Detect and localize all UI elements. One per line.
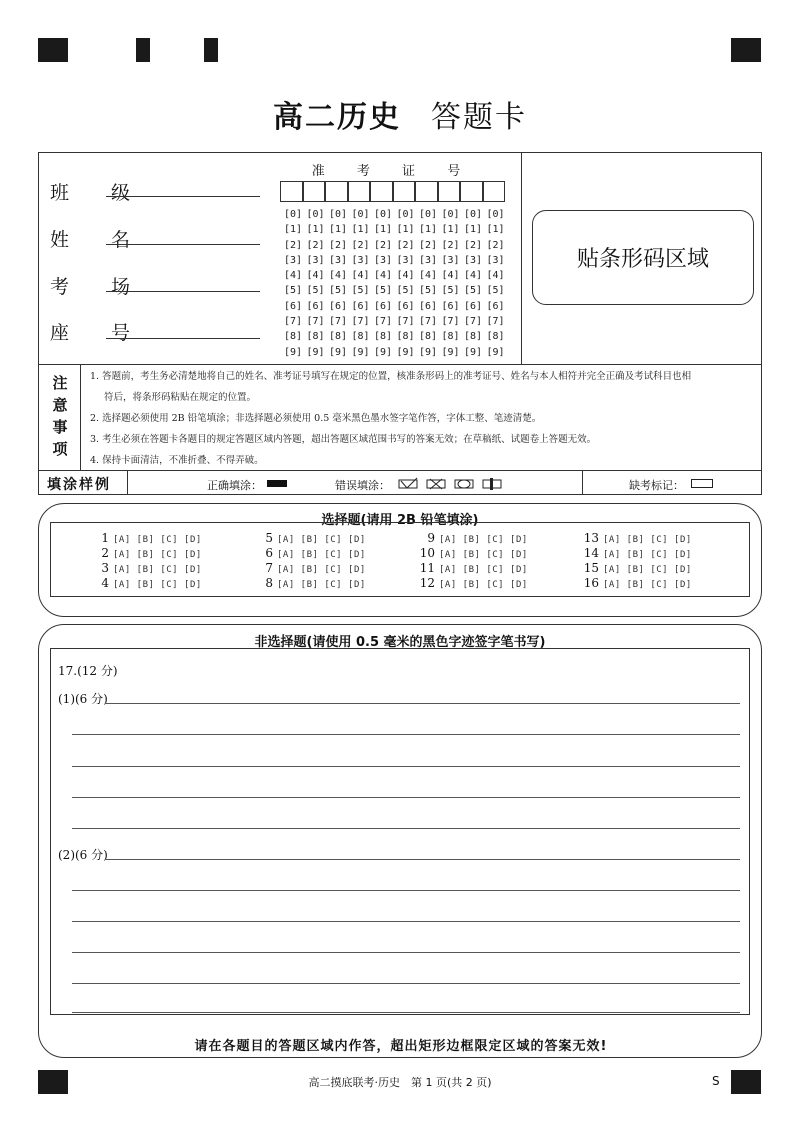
digit-row <box>284 345 509 360</box>
digit-bubble[interactable]: [4] <box>329 270 348 282</box>
choice-question[interactable] <box>91 561 202 575</box>
digit-bubble[interactable]: [9] <box>284 346 303 358</box>
notes-divider <box>80 364 81 471</box>
question-17-label: 17.(12 分) <box>58 664 118 678</box>
choice-question[interactable] <box>91 576 202 590</box>
note-item: 1. 答题前，考生务必清楚地将自己的姓名、准考证号填写在规定的位置，核准条形码上的准考证号、姓名与本人相符并完全正确及考试科目也相 <box>90 371 692 382</box>
absent-mark-label: 缺考标记： <box>629 479 684 492</box>
class-label: 班 级 <box>50 182 149 204</box>
digit-bubble[interactable]: [8] <box>396 331 415 343</box>
digit-bubble[interactable]: [8] <box>374 331 393 343</box>
digit-bubble[interactable]: [1] <box>351 224 370 236</box>
digit-bubble[interactable]: [7] <box>464 316 483 328</box>
room-field[interactable] <box>106 291 260 292</box>
digit-bubble[interactable]: [1] <box>306 224 325 236</box>
digit-bubble[interactable]: [4] <box>396 270 415 282</box>
digit-bubble[interactable]: [4] <box>419 270 438 282</box>
notes-heading-char: 项 <box>52 440 68 458</box>
choice-section-title: 选择题(请用 2B 铅笔填涂) <box>321 513 479 528</box>
digit-bubble[interactable]: [5] <box>441 285 460 297</box>
question-number: 9 <box>427 531 435 545</box>
wrong-fill-label: 错误填涂： <box>335 479 390 492</box>
answer-line[interactable] <box>72 1012 740 1013</box>
choice-question[interactable] <box>417 531 528 545</box>
digit-bubble[interactable]: [1] <box>486 224 505 236</box>
digit-bubble[interactable]: [3] <box>441 254 460 266</box>
digit-bubble[interactable]: [7] <box>374 316 393 328</box>
note-item: 符后，将条形码粘贴在规定的位置。 <box>104 392 257 403</box>
answer-options[interactable]: [A] [B] [C] [D] <box>277 580 366 590</box>
digit-bubble[interactable]: [6] <box>396 300 415 312</box>
question-number: 3 <box>101 561 109 575</box>
choice-question[interactable] <box>581 531 692 545</box>
question-number: 16 <box>583 576 599 590</box>
digit-bubble[interactable]: [7] <box>329 316 348 328</box>
answer-options[interactable]: [A] [B] [C] [D] <box>439 580 528 590</box>
answer-options[interactable]: [A] [B] [C] [D] <box>439 550 528 560</box>
digit-bubble[interactable]: [6] <box>419 300 438 312</box>
digit-bubble[interactable]: [5] <box>464 285 483 297</box>
digit-bubble[interactable]: [1] <box>374 224 393 236</box>
digit-bubble[interactable]: [8] <box>419 331 438 343</box>
digit-row <box>284 238 509 253</box>
fill-sample-row <box>38 470 762 495</box>
question-number: 8 <box>265 576 273 590</box>
divider <box>127 471 128 494</box>
digit-bubble[interactable]: [1] <box>441 224 460 236</box>
digit-bubble[interactable]: [9] <box>351 346 370 358</box>
correct-fill-sample <box>267 480 287 487</box>
digit-bubble[interactable]: [4] <box>486 270 505 282</box>
digit-bubble[interactable]: [6] <box>351 300 370 312</box>
question-17-part-1-label: (1)(6 分) <box>58 692 108 706</box>
digit-bubble[interactable]: [3] <box>374 254 393 266</box>
digit-bubble[interactable]: [0] <box>486 209 505 220</box>
page-title <box>0 92 800 136</box>
choice-question[interactable] <box>255 561 366 575</box>
digit-bubble[interactable]: [4] <box>464 270 483 282</box>
digit-bubble[interactable]: [4] <box>284 270 303 282</box>
answer-line[interactable] <box>72 734 740 735</box>
digit-row <box>284 314 509 329</box>
question-number: 1 <box>101 531 109 545</box>
name-label: 姓 名 <box>50 229 149 251</box>
digit-bubble[interactable]: [1] <box>284 224 303 236</box>
answer-options[interactable]: [A] [B] [C] [D] <box>603 565 692 575</box>
choice-question[interactable] <box>255 531 366 545</box>
note-item: 4. 保持卡面清洁，不准折叠、不得弄破。 <box>90 455 264 466</box>
timing-mark <box>204 38 218 62</box>
question-number: 12 <box>419 576 435 590</box>
digit-bubble[interactable]: [4] <box>374 270 393 282</box>
digit-bubble[interactable]: [5] <box>396 285 415 297</box>
seat-label: 座 号 <box>50 322 149 344</box>
circle-mark <box>458 480 470 488</box>
barcode-label: 贴条形码区域 <box>576 247 709 272</box>
answer-options[interactable]: [A] [B] [C] [D] <box>439 565 528 575</box>
digit-bubble[interactable]: [3] <box>464 254 483 266</box>
digit-bubble[interactable]: [6] <box>464 300 483 312</box>
digit-bubble[interactable]: [5] <box>374 285 393 297</box>
timing-mark <box>731 38 761 62</box>
digit-row <box>284 299 509 314</box>
digit-bubble[interactable]: [2] <box>351 239 370 251</box>
digit-bubble[interactable]: [6] <box>329 300 348 312</box>
digit-bubble[interactable]: [3] <box>419 254 438 266</box>
digit-bubble[interactable]: [3] <box>486 254 505 266</box>
question-number: 15 <box>583 561 599 575</box>
wrong-fill-samples <box>397 477 507 491</box>
choice-question[interactable] <box>581 576 692 590</box>
answer-options[interactable]: [A] [B] [C] [D] <box>439 535 528 545</box>
digit-bubble[interactable]: [2] <box>419 239 438 251</box>
digit-bubble[interactable]: [3] <box>306 254 325 266</box>
digit-bubble[interactable]: [3] <box>284 254 303 266</box>
choice-question[interactable] <box>581 546 692 560</box>
note-item: 2. 选择题必须使用 2B 铅笔填涂；非选择题必须使用 0.5 毫米黑色墨水签字笔作答，字体工整、笔迹清楚。 <box>90 413 542 424</box>
answer-options[interactable]: [A] [B] [C] [D] <box>277 550 366 560</box>
question-number: 6 <box>265 546 273 560</box>
note-item: 3. 考生必须在答题卡各题目的规定答题区域内答题，超出答题区域范围书写的答案无效；在草稿纸、试题卷上答题无效。 <box>90 434 597 445</box>
digit-bubble[interactable]: [3] <box>329 254 348 266</box>
digit-row <box>284 329 509 344</box>
digit-bubble[interactable]: [1] <box>419 224 438 236</box>
notes-heading-char: 注 <box>52 374 68 392</box>
answer-line[interactable] <box>106 703 740 704</box>
question-number: 2 <box>101 546 109 560</box>
digit-bubble[interactable]: [2] <box>486 239 505 251</box>
digit-bubble[interactable]: [0] <box>419 209 438 220</box>
digit-bubble[interactable]: [9] <box>419 346 438 358</box>
timing-mark <box>38 38 68 62</box>
room-label: 考 场 <box>50 276 149 298</box>
answer-area-warning: 请在各题目的答题区域内作答，超出矩形边框限定区域的答案无效! <box>194 1039 608 1054</box>
digit-bubble[interactable]: [5] <box>351 285 370 297</box>
question-17-part-2-label: (2)(6 分) <box>58 848 108 862</box>
answer-options[interactable]: [A] [B] [C] [D] <box>603 550 692 560</box>
answer-options[interactable]: [A] [B] [C] [D] <box>113 550 202 560</box>
digit-bubble[interactable]: [0] <box>441 209 460 220</box>
digit-bubble[interactable]: [4] <box>441 270 460 282</box>
name-field[interactable] <box>106 244 260 245</box>
digit-bubble[interactable]: [7] <box>396 316 415 328</box>
choice-question[interactable] <box>417 561 528 575</box>
choice-question[interactable] <box>581 561 692 575</box>
question-number: 5 <box>265 531 273 545</box>
digit-bubble[interactable]: [8] <box>441 331 460 343</box>
digit-bubble[interactable]: [7] <box>486 316 505 328</box>
choice-question[interactable] <box>255 576 366 590</box>
admission-digit-grid[interactable] <box>284 207 509 360</box>
digit-bubble[interactable]: [7] <box>441 316 460 328</box>
correct-fill-label: 正确填涂： <box>207 479 262 492</box>
digit-bubble[interactable]: [3] <box>396 254 415 266</box>
digit-bubble[interactable]: [0] <box>329 209 348 220</box>
admission-number-boxes[interactable] <box>280 181 505 202</box>
digit-bubble[interactable]: [9] <box>441 346 460 358</box>
admission-number-label: 准 考 证 号 <box>311 164 475 179</box>
answer-options[interactable]: [A] [B] [C] [D] <box>113 565 202 575</box>
digit-bubble[interactable]: [6] <box>441 300 460 312</box>
digit-bubble[interactable]: [2] <box>374 239 393 251</box>
seat-field[interactable] <box>106 338 260 339</box>
answer-options[interactable]: [A] [B] [C] [D] <box>113 535 202 545</box>
class-field[interactable] <box>106 196 260 197</box>
answer-line[interactable] <box>72 828 740 829</box>
digit-row <box>284 268 509 283</box>
question-number: 10 <box>419 546 435 560</box>
fill-sample-title: 填涂样例 <box>47 477 111 493</box>
digit-bubble[interactable]: [5] <box>284 285 303 297</box>
digit-bubble[interactable]: [0] <box>351 209 370 220</box>
essay-section-title: 非选择题(请使用 0.5 毫米的黑色字迹签字笔书写) <box>254 635 546 650</box>
digit-bubble[interactable]: [7] <box>284 316 303 328</box>
choice-grid <box>50 522 750 597</box>
digit-bubble[interactable]: [9] <box>396 346 415 358</box>
divider <box>521 152 522 365</box>
answer-line[interactable] <box>72 921 740 922</box>
digit-bubble[interactable]: [6] <box>374 300 393 312</box>
digit-bubble[interactable]: [4] <box>306 270 325 282</box>
digit-bubble[interactable]: [9] <box>329 346 348 358</box>
digit-bubble[interactable]: [5] <box>306 285 325 297</box>
digit-bubble[interactable]: [4] <box>351 270 370 282</box>
digit-bubble[interactable]: [9] <box>306 346 325 358</box>
answer-options[interactable]: [A] [B] [C] [D] <box>277 565 366 575</box>
answer-line[interactable] <box>72 952 740 953</box>
digit-bubble[interactable]: [7] <box>351 316 370 328</box>
question-number: 13 <box>583 531 599 545</box>
digit-bubble[interactable]: [9] <box>464 346 483 358</box>
digit-bubble[interactable]: [2] <box>441 239 460 251</box>
digit-bubble[interactable]: [6] <box>306 300 325 312</box>
timing-mark <box>136 38 150 62</box>
question-number: 4 <box>101 576 109 590</box>
answer-options[interactable]: [A] [B] [C] [D] <box>603 580 692 590</box>
choice-question[interactable] <box>255 546 366 560</box>
digit-bubble[interactable]: [5] <box>486 285 505 297</box>
answer-options[interactable]: [A] [B] [C] [D] <box>113 580 202 590</box>
digit-bubble[interactable]: [2] <box>306 239 325 251</box>
absent-mark-box[interactable] <box>691 479 713 488</box>
digit-bubble[interactable]: [2] <box>329 239 348 251</box>
page-footer: 高二摸底联考·历史 第 1 页(共 2 页) <box>308 1076 492 1089</box>
digit-bubble[interactable]: [8] <box>464 331 483 343</box>
digit-bubble[interactable]: [3] <box>351 254 370 266</box>
digit-row <box>284 253 509 268</box>
digit-row <box>284 283 509 298</box>
digit-bubble[interactable]: [1] <box>396 224 415 236</box>
choice-question[interactable] <box>91 546 202 560</box>
divider <box>582 471 583 494</box>
choice-question[interactable] <box>417 546 528 560</box>
digit-bubble[interactable]: [1] <box>329 224 348 236</box>
answer-options[interactable]: [A] [B] [C] [D] <box>277 535 366 545</box>
digit-bubble[interactable]: [0] <box>374 209 393 220</box>
digit-bubble[interactable]: [8] <box>306 331 325 343</box>
digit-bubble[interactable]: [8] <box>284 331 303 343</box>
answer-line[interactable] <box>72 766 740 767</box>
digit-bubble[interactable]: [0] <box>284 209 303 220</box>
digit-bubble[interactable]: [5] <box>329 285 348 297</box>
answer-options[interactable]: [A] [B] [C] [D] <box>603 535 692 545</box>
digit-bubble[interactable]: [1] <box>464 224 483 236</box>
choice-question[interactable] <box>417 576 528 590</box>
digit-bubble[interactable]: [8] <box>486 331 505 343</box>
digit-bubble[interactable]: [7] <box>419 316 438 328</box>
digit-bubble[interactable]: [9] <box>486 346 505 358</box>
barcode-area <box>532 210 754 305</box>
digit-bubble[interactable]: [6] <box>486 300 505 312</box>
notes-heading <box>40 364 80 468</box>
digit-bubble[interactable]: [2] <box>464 239 483 251</box>
question-number: 11 <box>419 561 435 575</box>
notes-heading-char: 意 <box>52 396 68 414</box>
digit-bubble[interactable]: [5] <box>419 285 438 297</box>
answer-line[interactable] <box>72 797 740 798</box>
digit-bubble[interactable]: [6] <box>284 300 303 312</box>
digit-bubble[interactable]: [8] <box>329 331 348 343</box>
digit-bubble[interactable]: [0] <box>464 209 483 220</box>
question-number: 14 <box>583 546 599 560</box>
partial-fill-mark <box>490 478 493 490</box>
digit-bubble[interactable]: [0] <box>306 209 325 220</box>
answer-line[interactable] <box>72 890 740 891</box>
title-main: 高二历史 <box>273 100 401 135</box>
digit-bubble[interactable]: [7] <box>306 316 325 328</box>
digit-row <box>284 222 509 237</box>
notes-heading-char: 事 <box>52 418 68 436</box>
question-number: 7 <box>265 561 273 575</box>
digit-bubble[interactable]: [9] <box>374 346 393 358</box>
answer-line[interactable] <box>72 983 740 984</box>
digit-row <box>284 207 509 222</box>
digit-bubble[interactable]: [2] <box>396 239 415 251</box>
title-sub: 答题卡 <box>431 100 527 135</box>
digit-bubble[interactable]: [2] <box>284 239 303 251</box>
paper-code: S <box>712 1074 720 1088</box>
digit-bubble[interactable]: [8] <box>351 331 370 343</box>
digit-bubble[interactable]: [0] <box>396 209 415 220</box>
answer-line[interactable] <box>106 859 740 860</box>
choice-question[interactable] <box>91 531 202 545</box>
